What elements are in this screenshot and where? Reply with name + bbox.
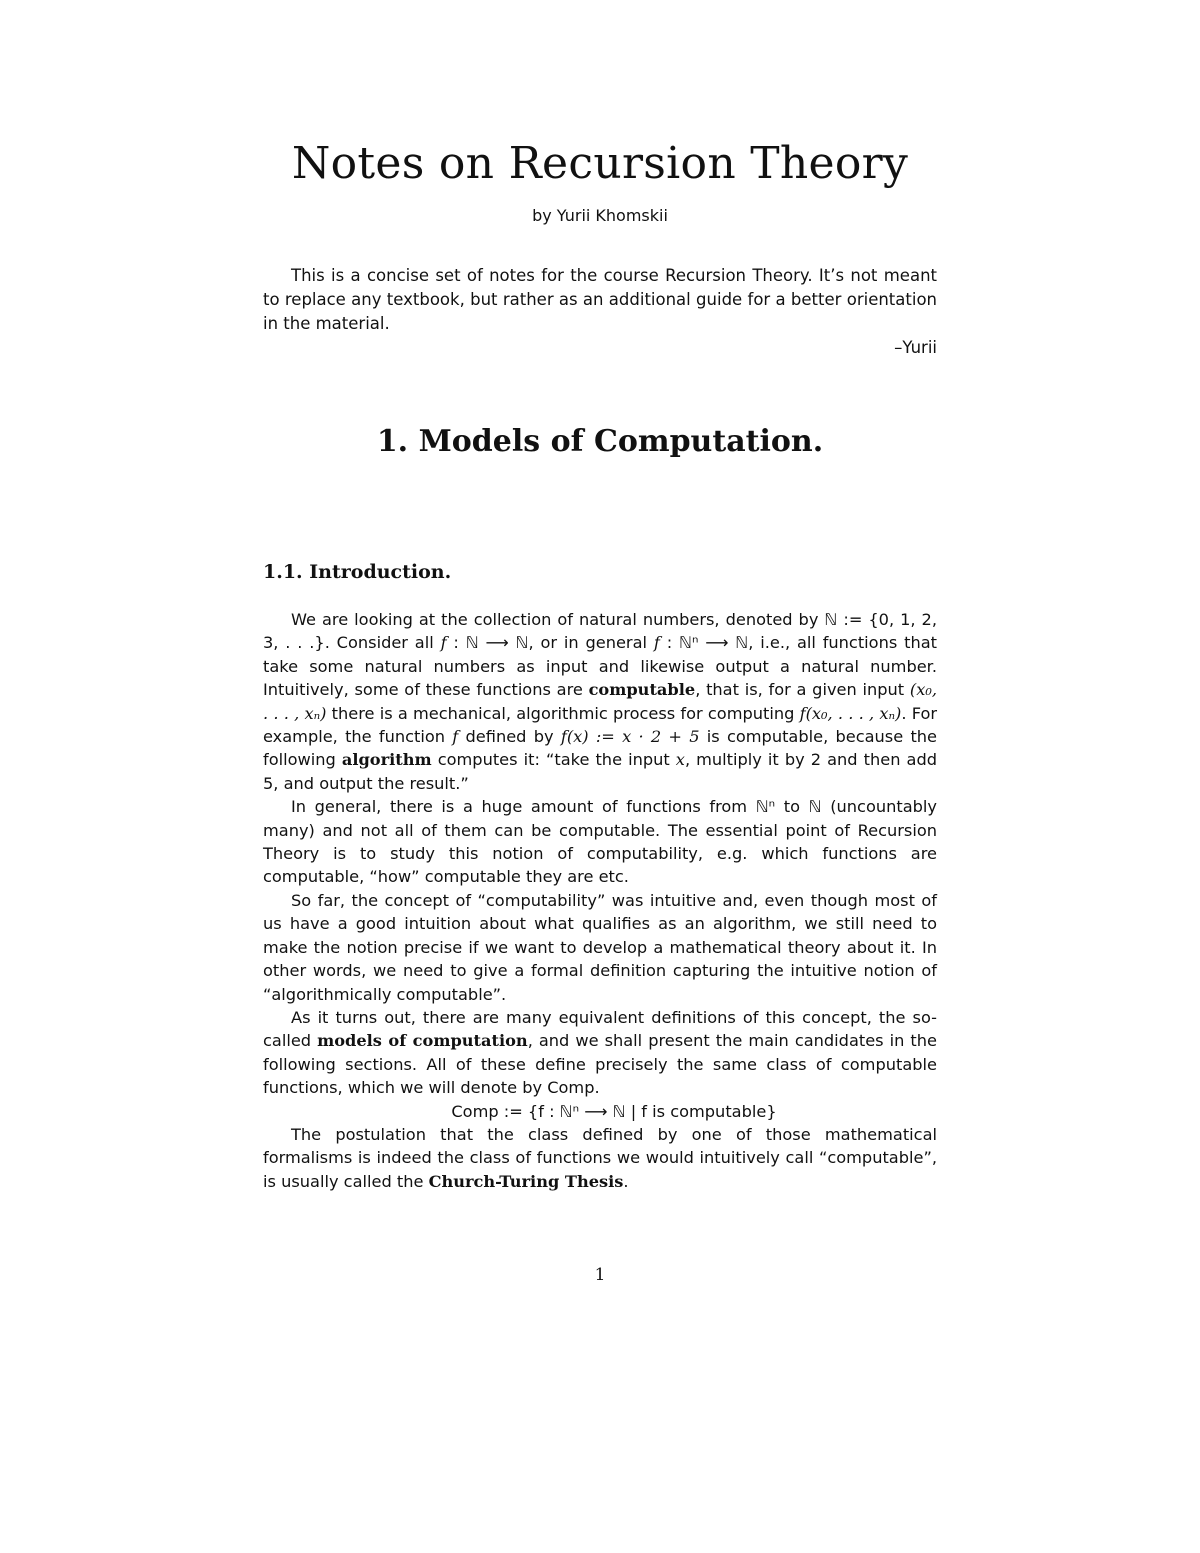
author-line: by Yurii Khomskii xyxy=(532,206,668,225)
abstract-text: This is a concise set of notes for the course Recursion Theory. It’s not meant to replace any textbook, but rather as an additional guide for a better orientation in the material. xyxy=(263,266,937,333)
p1-text-f: . For example, the function xyxy=(263,703,937,747)
p1-text-b: : ℕ ⟶ ℕ, or in general xyxy=(446,633,654,653)
page-number: 1 xyxy=(594,1265,606,1285)
p1-text-j: , multiply it by 2 and then add 5, and output the result.” xyxy=(263,750,937,793)
term-computable: computable xyxy=(588,680,696,700)
paragraph-huge-amount: In general, there is a huge amount of functions from ℕⁿ to ℕ (uncountably many) and not all of them can be computable. The essential point of Recursion Theory is to study this notion of computability, e.g. which functions are computable, “how” computable they are etc. xyxy=(263,797,937,887)
term-algorithm: algorithm xyxy=(341,750,432,770)
abstract-signature: –Yurii xyxy=(894,338,937,357)
term-models-of-computation: models of computation xyxy=(317,1031,528,1051)
p1-text-a: We are looking at the collection of natural numbers, denoted by ℕ := {0, 1, 2, 3, . . .}. Consider all xyxy=(263,610,937,653)
paragraph-models xyxy=(263,1006,937,1100)
p1-math-fx-def: f(x) := x · 2 + 5 xyxy=(560,727,700,747)
p1-text-h: is computable, because the following xyxy=(263,727,938,770)
chapter-title: 1. Models of Computation. xyxy=(376,424,824,459)
document-title: Notes on Recursion Theory xyxy=(291,138,909,189)
section-body xyxy=(263,608,937,1193)
section-title: 1.1. Introduction. xyxy=(263,561,452,583)
p1-text-c: : ℕⁿ ⟶ ℕ, i.e., all functions that take some natural numbers as input and likewise output a natural number. Intuitively, some of these functions are xyxy=(263,633,937,700)
paragraph-church-turing xyxy=(263,1123,937,1193)
p1-math-input-tuple: (x₀, . . . , xₙ) xyxy=(263,680,937,723)
p1-text-i: computes it: “take the input xyxy=(431,750,676,770)
p1-math-x: x xyxy=(675,750,685,770)
p1-math-f2: f xyxy=(653,633,660,653)
p4-text-a: As it turns out, there are many equivalent definitions of this concept, the so-called xyxy=(263,1007,937,1051)
p5-text-b: . xyxy=(623,1171,629,1191)
display-equation-comp: Comp := {f : ℕⁿ ⟶ ℕ | f is computable} xyxy=(451,1101,777,1121)
p1-text-g: defined by xyxy=(458,727,561,747)
p1-math-f1: f xyxy=(440,633,447,653)
paragraph-so-far: So far, the concept of “computability” was intuitive and, even though most of us have a good intuition about what qualifies as an algorithm, we still need to make the notion precise if we want to develop a mathematical theory about it. In other words, we need to give a formal definition capturing the intuitive notion of “algorithmically computable”. xyxy=(263,890,937,1004)
p1-text-d: , that is, for a given input xyxy=(695,680,910,700)
term-church-turing-thesis: Church-Turing Thesis xyxy=(428,1171,624,1191)
p1-math-f3: f xyxy=(452,727,459,747)
p1-text-e: there is a mechanical, algorithmic process for computing xyxy=(326,703,800,723)
p5-text-a: The postulation that the class defined by one of those mathematical formalisms is indeed the class of functions we would intuitively call “computable”, is usually called the xyxy=(263,1124,937,1191)
p4-text-b: , and we shall present the main candidates in the following sections. All of these define precisely the same class of computable functions, which we will denote by Comp. xyxy=(263,1031,937,1098)
paragraph-natural-numbers xyxy=(263,608,937,795)
p1-math-f-of-tuple: f(x₀, . . . , xₙ) xyxy=(799,703,902,723)
